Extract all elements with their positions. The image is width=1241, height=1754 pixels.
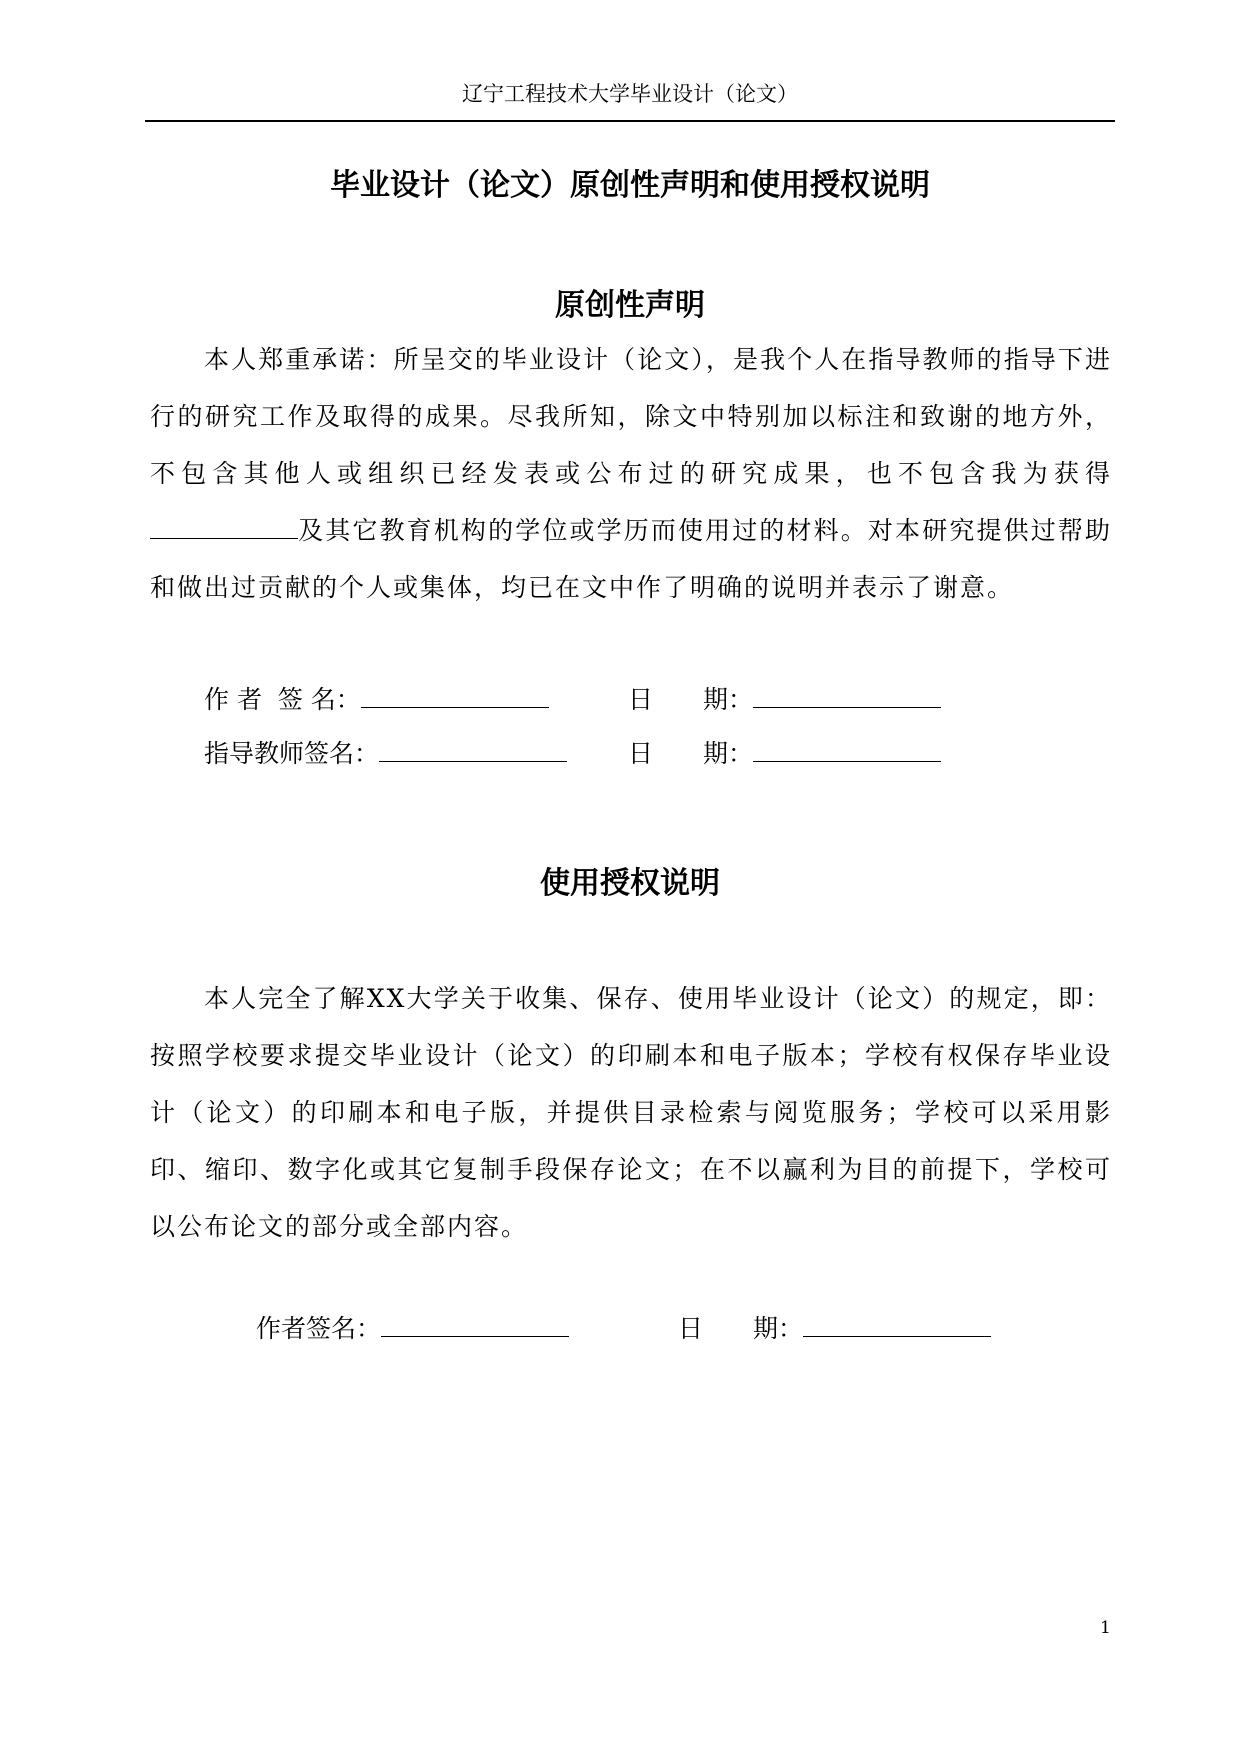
author-date-line[interactable] [753, 683, 941, 708]
institution-blank[interactable] [150, 516, 298, 539]
author-date-label: 日 期： [628, 685, 754, 714]
auth-date-label: 日 期： [678, 1314, 804, 1343]
originality-text-part1: 本人郑重承诺：所呈交的毕业设计（论文），是我个人在指导教师的指导下进行的研究工作及取得的成果。尽我所知，除文中特别加以标注和致谢的地方外，不包含其他人或组织已经发表或公布过的研究成果，也不包含我为获得 [150, 345, 1112, 488]
authorization-heading: 使用授权说明 [540, 866, 720, 901]
document-title: 毕业设计（论文）原创性声明和使用授权说明 [330, 168, 930, 203]
originality-text-part2: 及其它教育机构的学位或学历而使用过的材料。对本研究提供过帮助和做出过贡献的个人或集体，均已在文中作了明确的说明并表示了谢意。 [150, 516, 1112, 602]
advisor-signature-row [204, 737, 567, 769]
auth-author-signature-row [256, 1312, 569, 1344]
originality-paragraph [150, 331, 1112, 616]
advisor-date-line[interactable] [753, 737, 941, 762]
page-header [145, 82, 1115, 122]
auth-author-signature-line[interactable] [381, 1312, 569, 1337]
advisor-signature-line[interactable] [379, 737, 567, 762]
advisor-date-row [628, 737, 941, 769]
auth-date-line[interactable] [803, 1312, 991, 1337]
originality-heading: 原创性声明 [555, 288, 705, 323]
page-number: 1 [1100, 1618, 1111, 1638]
advisor-date-label: 日 期： [628, 739, 754, 768]
authorization-paragraph: 本人完全了解XX大学关于收集、保存、使用毕业设计（论文）的规定，即：按照学校要求提交毕业设计（论文）的印刷本和电子版本；学校有权保存毕业设计（论文）的印刷本和电子版，并提供目录检索与阅览服务；学校可以采用影印、缩印、数字化或其它复制手段保存论文；在不以赢利为目的前提下，学校可以公布论文的部分或全部内容。 [150, 984, 1112, 1241]
author-signature-line[interactable] [361, 683, 549, 708]
header-text: 辽宁工程技术大学毕业设计（论文） [462, 82, 798, 106]
author-signature-label: 作 者 签 名： [204, 685, 361, 714]
auth-author-signature-label: 作者签名： [256, 1314, 382, 1343]
author-signature-row [204, 683, 549, 715]
advisor-signature-label: 指导教师签名： [204, 739, 380, 768]
author-date-row [628, 683, 941, 715]
auth-date-row [678, 1312, 991, 1344]
